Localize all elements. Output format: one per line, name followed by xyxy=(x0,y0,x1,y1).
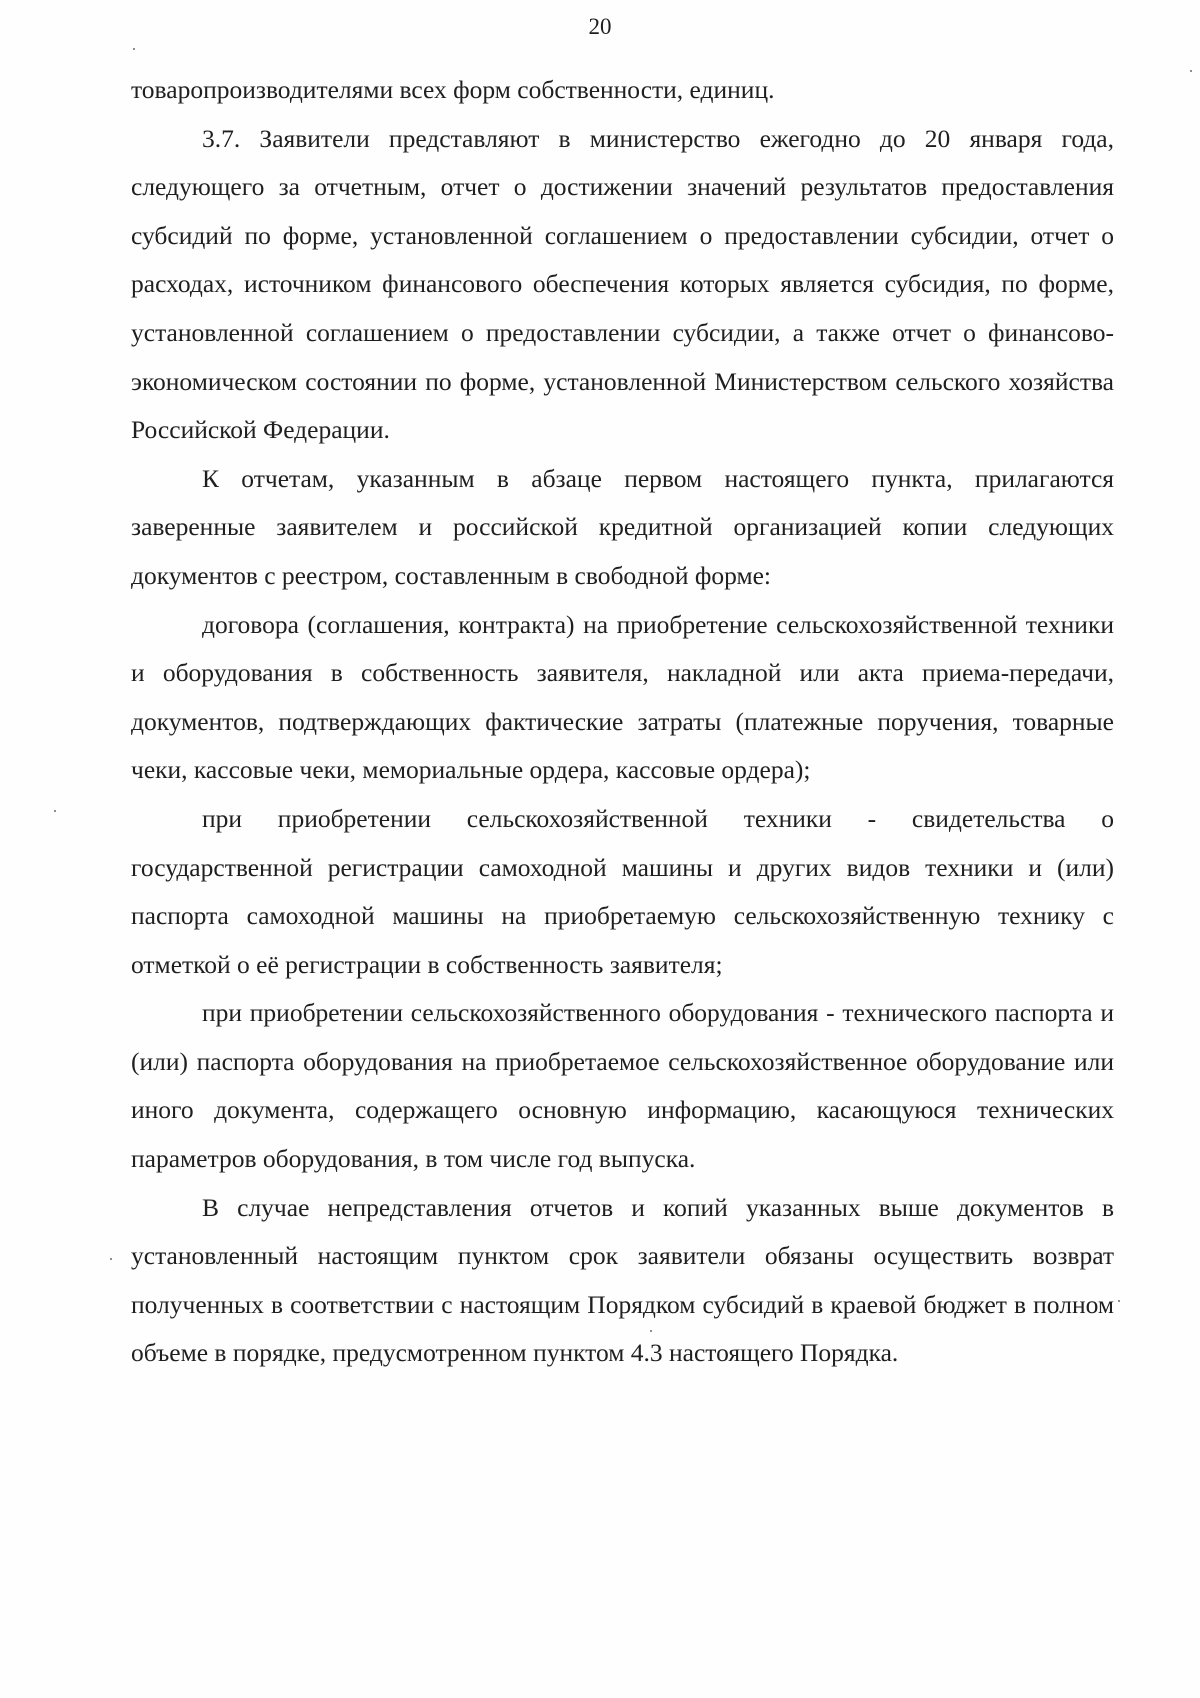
scan-speck xyxy=(650,1330,652,1332)
paragraph-machinery: при приобретении сельскохозяйственной техники - свидетельства о государственной регистрации самоходной машины и других видов техники и (или) паспорта самоходной машины на приобретаемую сельскохозяйственную технику с отметкой о её регистрации в собственность заявителя; xyxy=(131,803,1114,979)
document-body xyxy=(131,66,1114,1378)
scan-speck xyxy=(1190,70,1192,72)
paragraph-continuation: товаропроизводителями всех форм собственности, единиц. xyxy=(131,75,775,104)
paragraph-equipment: при приобретении сельскохозяйственного оборудования - технического паспорта и (или) паспорта оборудования на приобретаемое сельскохозяйственное оборудование или иного документа, содержащего основную информацию, касающуюся технических параметров оборудования, в том числе год выпуска. xyxy=(131,998,1114,1174)
paragraph-attachments: К отчетам, указанным в абзаце первом настоящего пункта, прилагаются заверенные заявителем и российской кредитной организацией копии следующих документов с реестром, составленным в свободной форме: xyxy=(131,463,1114,590)
scan-speck xyxy=(110,1258,112,1260)
paragraph-3-7: 3.7. Заявители представляют в министерство ежегодно до 20 января года, следующего за отчетным, отчет о достижении значений результатов предоставления субсидий по форме, установленной соглашением о предоставлении субсидии, отчет о расходах, источником финансового обеспечения которых является субсидия, по форме, установленной соглашением о предоставлении субсидии, а также отчет о финансово-экономическом состоянии по форме, установленной Министерством сельского хозяйства Российской Федерации. xyxy=(131,123,1114,445)
paragraph-contract: договора (соглашения, контракта) на приобретение сельскохозяйственной техники и оборудования в собственность заявителя, накладной или акта приема-передачи, документов, подтверждающих фактические затраты (платежные поручения, товарные чеки, кассовые чеки, мемориальные ордера, кассовые ордера); xyxy=(131,609,1114,785)
scan-speck xyxy=(54,810,56,812)
scan-speck xyxy=(1118,1300,1120,1302)
paragraph-refund: В случае непредставления отчетов и копий указанных выше документов в установленный настоящим пунктом срок заявители обязаны осуществить возврат полученных в соответствии с настоящим Порядком субсидий в краевой бюджет в полном объеме в порядке, предусмотренном пунктом 4.3 настоящего Порядка. xyxy=(131,1192,1114,1368)
page-number: 20 xyxy=(588,14,612,39)
scan-speck xyxy=(133,48,135,50)
